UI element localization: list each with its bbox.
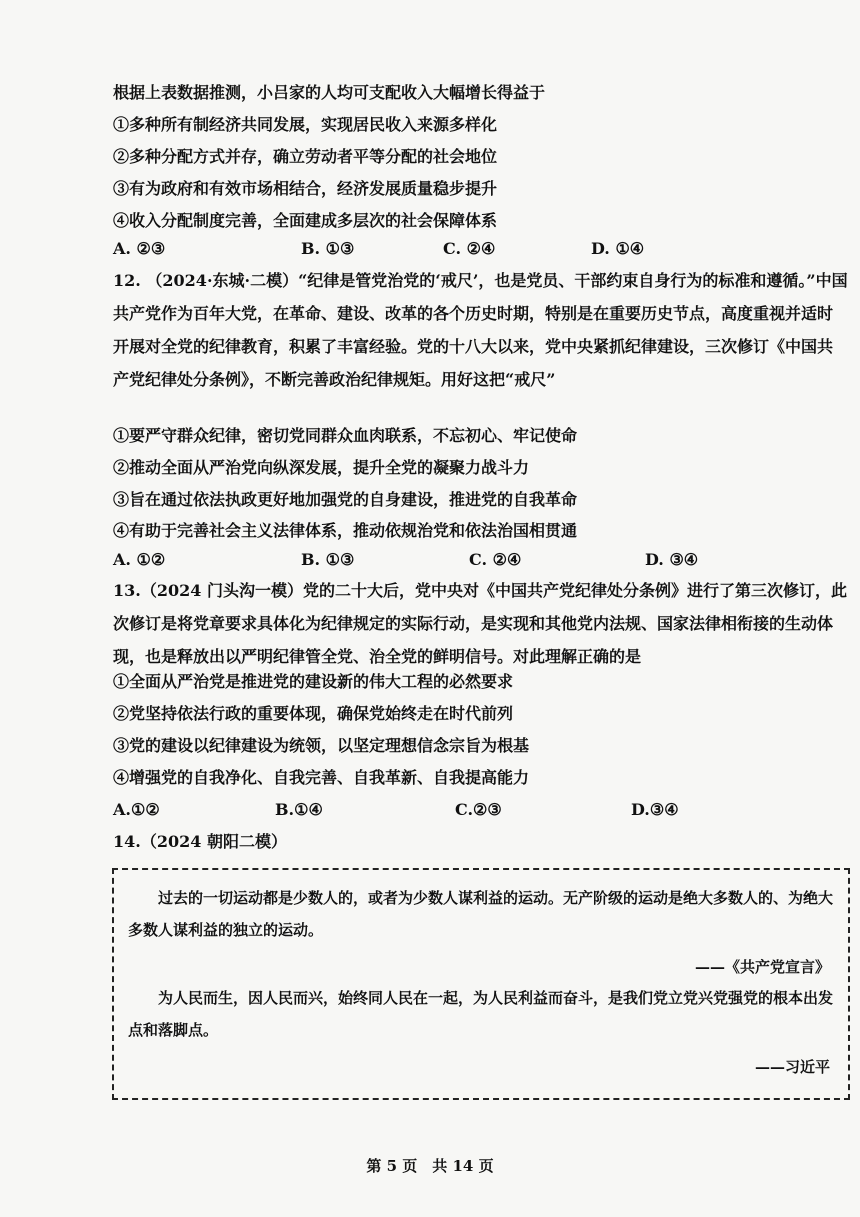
q13-statement-4: ④增强党的自我净化、自我完善、自我革新、自我提高能力 <box>113 768 530 787</box>
q14-stem: 14.（2024 朝阳二模） <box>113 832 287 851</box>
quote-manifesto: 过去的一切运动都是少数人的，或者为少数人谋利益的运动。无产阶级的运动是绝大多数人的、为绝大多数人谋利益的独立的运动。 <box>128 889 834 939</box>
q11-options <box>113 239 833 261</box>
q13-option-c[interactable]: C.②③ <box>455 800 502 819</box>
quote-box <box>112 868 850 1100</box>
quote-source-xi: ——习近平 <box>754 1058 830 1076</box>
q11-option-c[interactable]: C. ②④ <box>443 239 496 258</box>
q12-option-c[interactable]: C. ②④ <box>469 550 522 569</box>
q12-options <box>113 550 833 572</box>
q13-option-a[interactable]: A.①② <box>113 800 160 819</box>
q11-statement-1: ①多种所有制经济共同发展，实现居民收入来源多样化 <box>113 115 498 134</box>
q12-statement-4: ④有助于完善社会主义法律体系，推动依规治党和依法治国相贯通 <box>113 521 578 540</box>
quote-source-manifesto: ——《共产党宣言》 <box>694 958 830 976</box>
q13-statement-3: ③党的建设以纪律建设为统领，以坚定理想信念宗旨为根基 <box>113 736 530 755</box>
q12-stem: 12. （2024·东城·二模）“纪律是管党治党的‘戒尺’，也是党员、干部约束自身行为的标准和遵循。”中国共产党作为百年大党，在革命、建设、改革的各个历史时期，特别是在重要历史节点，高度重视并适时开展对全党的纪律教育，积累了丰富经验。党的十八大以来，党中央紧抓纪律建设，三次修订《中国共产党纪律处分条例》，不断完善政治纪律规矩。用好这把“戒尺” <box>113 271 848 389</box>
q11-option-b[interactable]: B. ①③ <box>301 239 355 258</box>
q13-statement-2: ②党坚持依法行政的重要体现，确保党始终走在时代前列 <box>113 704 514 723</box>
q13-option-b[interactable]: B.①④ <box>275 800 323 819</box>
q11-statement-2: ②多种分配方式并存，确立劳动者平等分配的社会地位 <box>113 147 498 166</box>
q11-stem: 根据上表数据推测，小吕家的人均可支配收入大幅增长得益于 <box>113 83 546 102</box>
quote-xi: 为人民而生，因人民而兴，始终同人民在一起，为人民利益而奋斗，是我们党立党兴党强党的根本出发点和落脚点。 <box>128 989 834 1039</box>
q13-options <box>113 800 833 822</box>
q12-option-b[interactable]: B. ①③ <box>301 550 355 569</box>
q12-statement-1: ①要严守群众纪律，密切党同群众血肉联系，不忘初心、牢记使命 <box>113 426 578 445</box>
q12-option-d[interactable]: D. ③④ <box>645 550 699 569</box>
q11-statement-4: ④收入分配制度完善，全面建成多层次的社会保障体系 <box>113 211 498 230</box>
q13-statement-1: ①全面从严治党是推进党的建设新的伟大工程的必然要求 <box>113 672 514 691</box>
q13-option-d[interactable]: D.③④ <box>631 800 679 819</box>
q12-statement-3: ③旨在通过依法执政更好地加强党的自身建设，推进党的自我革命 <box>113 490 578 509</box>
q12-option-a[interactable]: A. ①② <box>113 550 166 569</box>
q11-option-d[interactable]: D. ①④ <box>591 239 645 258</box>
q11-option-a[interactable]: A. ②③ <box>113 239 166 258</box>
q11-statement-3: ③有为政府和有效市场相结合，经济发展质量稳步提升 <box>113 179 498 198</box>
page-number: 第 5 页 共 14 页 <box>366 1157 494 1175</box>
q12-statement-2: ②推动全面从严治党向纵深发展，提升全党的凝聚力战斗力 <box>113 458 530 477</box>
q13-stem: 13.（2024 门头沟一模）党的二十大后，党中央对《中国共产党纪律处分条例》进行了第三次修订，此次修订是将党章要求具体化为纪律规定的实际行动，是实现和其他党内法规、国家法律相衔接的生动体现，也是释放出以严明纪律管全党、治全党的鲜明信号。对此理解正确的是 <box>113 581 847 666</box>
